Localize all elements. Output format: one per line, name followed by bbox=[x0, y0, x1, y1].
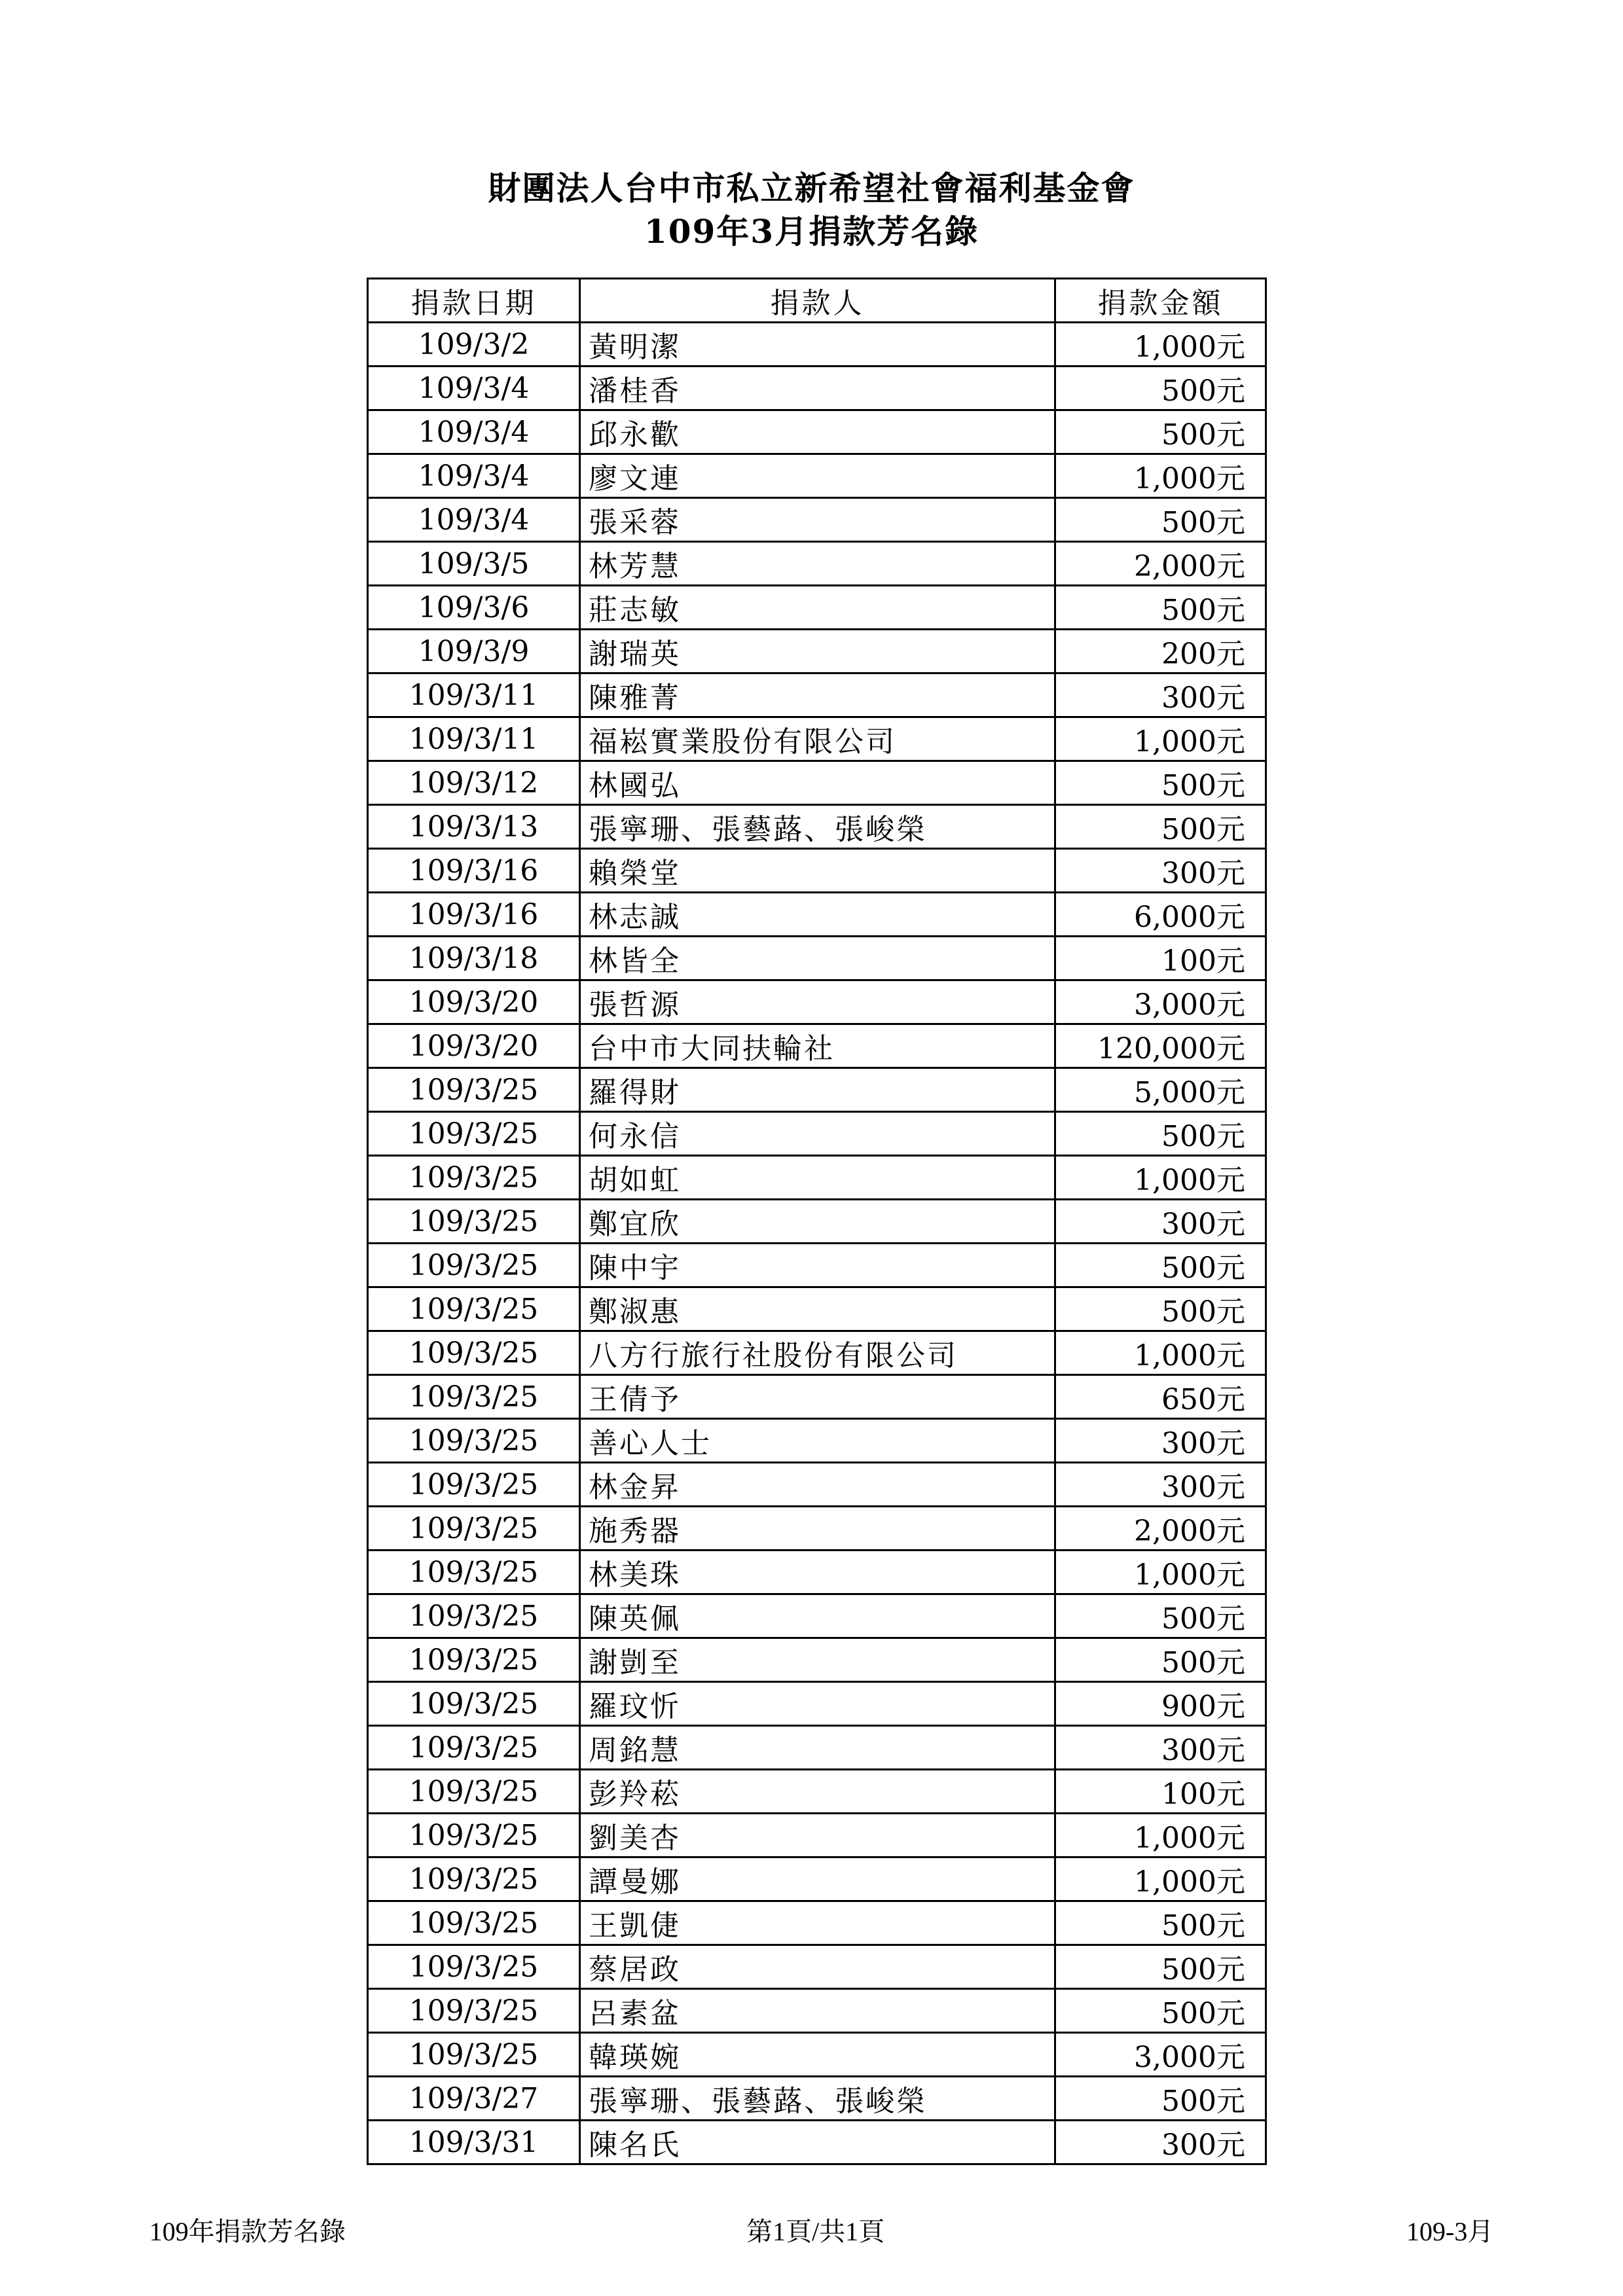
date-cell: 109/3/25 bbox=[368, 1945, 580, 1989]
date-cell: 109/3/5 bbox=[368, 542, 580, 586]
donor-cell: 莊志敏 bbox=[580, 586, 1055, 630]
table-row bbox=[368, 1244, 1266, 1287]
amount-cell: 300元 bbox=[1055, 1726, 1266, 1770]
date-cell: 109/3/25 bbox=[368, 1375, 580, 1419]
table-header-row bbox=[368, 279, 1266, 323]
donor-cell: 羅得財 bbox=[580, 1068, 1055, 1112]
amount-cell: 300元 bbox=[1055, 673, 1266, 717]
donor-cell: 林美珠 bbox=[580, 1551, 1055, 1594]
amount-cell: 200元 bbox=[1055, 630, 1266, 673]
date-cell: 109/3/13 bbox=[368, 805, 580, 849]
amount-cell: 1,000元 bbox=[1055, 454, 1266, 498]
date-cell: 109/3/25 bbox=[368, 1726, 580, 1770]
donor-cell: 蔡居政 bbox=[580, 1945, 1055, 1989]
amount-cell: 500元 bbox=[1055, 586, 1266, 630]
amount-cell: 100元 bbox=[1055, 1770, 1266, 1814]
amount-cell: 120,000元 bbox=[1055, 1024, 1266, 1068]
table-row bbox=[368, 1901, 1266, 1945]
amount-cell: 100元 bbox=[1055, 937, 1266, 980]
table-row bbox=[368, 1507, 1266, 1551]
amount-cell: 500元 bbox=[1055, 2077, 1266, 2121]
donor-cell: 謝剴至 bbox=[580, 1638, 1055, 1682]
donor-cell: 胡如虹 bbox=[580, 1156, 1055, 1200]
amount-cell: 900元 bbox=[1055, 1682, 1266, 1726]
amount-cell: 500元 bbox=[1055, 805, 1266, 849]
date-cell: 109/3/25 bbox=[368, 1507, 580, 1551]
table-row bbox=[368, 1331, 1266, 1375]
table-row bbox=[368, 717, 1266, 761]
table-row bbox=[368, 893, 1266, 937]
amount-cell: 500元 bbox=[1055, 410, 1266, 454]
donor-cell: 陳英佩 bbox=[580, 1594, 1055, 1638]
table-row bbox=[368, 2077, 1266, 2121]
table-row bbox=[368, 761, 1266, 805]
table-row bbox=[368, 1638, 1266, 1682]
date-cell: 109/3/25 bbox=[368, 1989, 580, 2033]
table-row bbox=[368, 1024, 1266, 1068]
donor-cell: 張哲源 bbox=[580, 980, 1055, 1024]
amount-cell: 300元 bbox=[1055, 1463, 1266, 1507]
date-cell: 109/3/12 bbox=[368, 761, 580, 805]
donor-cell: 廖文連 bbox=[580, 454, 1055, 498]
donor-cell: 林國弘 bbox=[580, 761, 1055, 805]
table-row bbox=[368, 1989, 1266, 2033]
donor-cell: 張寧珊、張藝蕗、張峻榮 bbox=[580, 805, 1055, 849]
donor-cell: 陳中宇 bbox=[580, 1244, 1055, 1287]
donor-cell: 羅玟忻 bbox=[580, 1682, 1055, 1726]
date-cell: 109/3/4 bbox=[368, 498, 580, 542]
donor-cell: 張寧珊、張藝蕗、張峻榮 bbox=[580, 2077, 1055, 2121]
table-row bbox=[368, 1726, 1266, 1770]
donor-cell: 黃明潔 bbox=[580, 323, 1055, 367]
amount-cell: 2,000元 bbox=[1055, 542, 1266, 586]
table-row bbox=[368, 1682, 1266, 1726]
donor-cell: 潘桂香 bbox=[580, 367, 1055, 410]
amount-cell: 500元 bbox=[1055, 1594, 1266, 1638]
amount-cell: 1,000元 bbox=[1055, 717, 1266, 761]
donor-cell: 彭羚菘 bbox=[580, 1770, 1055, 1814]
donor-cell: 王凱倢 bbox=[580, 1901, 1055, 1945]
date-cell: 109/3/25 bbox=[368, 1551, 580, 1594]
amount-cell: 5,000元 bbox=[1055, 1068, 1266, 1112]
table-row bbox=[368, 805, 1266, 849]
date-cell: 109/3/6 bbox=[368, 586, 580, 630]
date-cell: 109/3/25 bbox=[368, 1682, 580, 1726]
donor-cell: 林芳慧 bbox=[580, 542, 1055, 586]
donor-cell: 陳雅菁 bbox=[580, 673, 1055, 717]
amount-cell: 1,000元 bbox=[1055, 1551, 1266, 1594]
table-row bbox=[368, 542, 1266, 586]
table-row bbox=[368, 849, 1266, 893]
amount-cell: 500元 bbox=[1055, 1945, 1266, 1989]
donor-cell: 賴榮堂 bbox=[580, 849, 1055, 893]
footer-document-name: 109年捐款芳名錄 bbox=[149, 2217, 346, 2246]
amount-cell: 300元 bbox=[1055, 2121, 1266, 2164]
donor-cell: 謝瑞英 bbox=[580, 630, 1055, 673]
donor-cell: 陳名氏 bbox=[580, 2121, 1055, 2164]
date-cell: 109/3/4 bbox=[368, 454, 580, 498]
date-cell: 109/3/25 bbox=[368, 1287, 580, 1331]
table-row bbox=[368, 673, 1266, 717]
date-cell: 109/3/2 bbox=[368, 323, 580, 367]
table-row bbox=[368, 1770, 1266, 1814]
table-row bbox=[368, 586, 1266, 630]
date-cell: 109/3/27 bbox=[368, 2077, 580, 2121]
date-cell: 109/3/25 bbox=[368, 1244, 580, 1287]
table-row bbox=[368, 1200, 1266, 1244]
document-title: 財團法人台中市私立新希望社會福利基金會 bbox=[488, 169, 1135, 207]
document-subtitle: 109年3月捐款芳名錄 bbox=[644, 212, 979, 251]
date-cell: 109/3/25 bbox=[368, 2033, 580, 2077]
date-cell: 109/3/16 bbox=[368, 893, 580, 937]
date-cell: 109/3/25 bbox=[368, 1419, 580, 1463]
column-header-date: 捐款日期 bbox=[368, 279, 580, 323]
donor-cell: 譚曼娜 bbox=[580, 1857, 1055, 1901]
date-cell: 109/3/31 bbox=[368, 2121, 580, 2164]
table-row bbox=[368, 2121, 1266, 2164]
table-row bbox=[368, 2033, 1266, 2077]
date-cell: 109/3/25 bbox=[368, 1068, 580, 1112]
footer-period: 109-3月 bbox=[1406, 2217, 1494, 2246]
column-header-amount: 捐款金額 bbox=[1055, 279, 1266, 323]
donor-cell: 鄭宜欣 bbox=[580, 1200, 1055, 1244]
table-row bbox=[368, 980, 1266, 1024]
column-header-donor: 捐款人 bbox=[580, 279, 1055, 323]
amount-cell: 500元 bbox=[1055, 1638, 1266, 1682]
date-cell: 109/3/25 bbox=[368, 1901, 580, 1945]
amount-cell: 650元 bbox=[1055, 1375, 1266, 1419]
amount-cell: 500元 bbox=[1055, 498, 1266, 542]
table-row bbox=[368, 1594, 1266, 1638]
table-row bbox=[368, 323, 1266, 367]
amount-cell: 3,000元 bbox=[1055, 980, 1266, 1024]
amount-cell: 500元 bbox=[1055, 1287, 1266, 1331]
date-cell: 109/3/18 bbox=[368, 937, 580, 980]
date-cell: 109/3/20 bbox=[368, 1024, 580, 1068]
table-row bbox=[368, 1945, 1266, 1989]
date-cell: 109/3/4 bbox=[368, 367, 580, 410]
table-row bbox=[368, 937, 1266, 980]
table-row bbox=[368, 1375, 1266, 1419]
amount-cell: 300元 bbox=[1055, 849, 1266, 893]
table-row bbox=[368, 498, 1266, 542]
date-cell: 109/3/11 bbox=[368, 717, 580, 761]
date-cell: 109/3/25 bbox=[368, 1814, 580, 1857]
date-cell: 109/3/25 bbox=[368, 1156, 580, 1200]
date-cell: 109/3/25 bbox=[368, 1463, 580, 1507]
table-row bbox=[368, 1112, 1266, 1156]
table-row bbox=[368, 1463, 1266, 1507]
table-row bbox=[368, 1419, 1266, 1463]
table-body bbox=[368, 323, 1266, 2164]
donor-cell: 施秀器 bbox=[580, 1507, 1055, 1551]
donor-cell: 林金昇 bbox=[580, 1463, 1055, 1507]
amount-cell: 2,000元 bbox=[1055, 1507, 1266, 1551]
amount-cell: 500元 bbox=[1055, 1901, 1266, 1945]
amount-cell: 500元 bbox=[1055, 761, 1266, 805]
date-cell: 109/3/25 bbox=[368, 1857, 580, 1901]
amount-cell: 300元 bbox=[1055, 1419, 1266, 1463]
table-row bbox=[368, 1156, 1266, 1200]
donor-cell: 鄭淑惠 bbox=[580, 1287, 1055, 1331]
amount-cell: 6,000元 bbox=[1055, 893, 1266, 937]
date-cell: 109/3/25 bbox=[368, 1200, 580, 1244]
table-row bbox=[368, 1287, 1266, 1331]
date-cell: 109/3/20 bbox=[368, 980, 580, 1024]
donor-cell: 林皆全 bbox=[580, 937, 1055, 980]
donor-cell: 張采蓉 bbox=[580, 498, 1055, 542]
donor-cell: 福崧實業股份有限公司 bbox=[580, 717, 1055, 761]
amount-cell: 1,000元 bbox=[1055, 1156, 1266, 1200]
date-cell: 109/3/25 bbox=[368, 1112, 580, 1156]
donor-cell: 劉美杏 bbox=[580, 1814, 1055, 1857]
donor-cell: 善心人士 bbox=[580, 1419, 1055, 1463]
donation-table bbox=[367, 278, 1267, 2165]
table-row bbox=[368, 1857, 1266, 1901]
date-cell: 109/3/11 bbox=[368, 673, 580, 717]
date-cell: 109/3/4 bbox=[368, 410, 580, 454]
table-row bbox=[368, 454, 1266, 498]
date-cell: 109/3/9 bbox=[368, 630, 580, 673]
date-cell: 109/3/25 bbox=[368, 1638, 580, 1682]
donor-cell: 何永信 bbox=[580, 1112, 1055, 1156]
donor-cell: 王倩予 bbox=[580, 1375, 1055, 1419]
donor-cell: 林志誠 bbox=[580, 893, 1055, 937]
donor-cell: 八方行旅行社股份有限公司 bbox=[580, 1331, 1055, 1375]
donor-cell: 台中市大同扶輪社 bbox=[580, 1024, 1055, 1068]
table-row bbox=[368, 367, 1266, 410]
donor-cell: 周銘慧 bbox=[580, 1726, 1055, 1770]
donor-cell: 呂素盆 bbox=[580, 1989, 1055, 2033]
amount-cell: 1,000元 bbox=[1055, 323, 1266, 367]
table-row bbox=[368, 630, 1266, 673]
table-row bbox=[368, 1068, 1266, 1112]
table-row bbox=[368, 410, 1266, 454]
table-row bbox=[368, 1814, 1266, 1857]
donor-cell: 邱永歡 bbox=[580, 410, 1055, 454]
amount-cell: 1,000元 bbox=[1055, 1814, 1266, 1857]
footer-page-number: 第1頁/共1頁 bbox=[746, 2217, 885, 2246]
date-cell: 109/3/25 bbox=[368, 1770, 580, 1814]
date-cell: 109/3/25 bbox=[368, 1594, 580, 1638]
table-row bbox=[368, 1551, 1266, 1594]
donor-cell: 韓瑛婉 bbox=[580, 2033, 1055, 2077]
date-cell: 109/3/16 bbox=[368, 849, 580, 893]
date-cell: 109/3/25 bbox=[368, 1331, 580, 1375]
amount-cell: 300元 bbox=[1055, 1200, 1266, 1244]
amount-cell: 500元 bbox=[1055, 367, 1266, 410]
amount-cell: 500元 bbox=[1055, 1989, 1266, 2033]
amount-cell: 500元 bbox=[1055, 1244, 1266, 1287]
amount-cell: 500元 bbox=[1055, 1112, 1266, 1156]
amount-cell: 3,000元 bbox=[1055, 2033, 1266, 2077]
amount-cell: 1,000元 bbox=[1055, 1857, 1266, 1901]
amount-cell: 1,000元 bbox=[1055, 1331, 1266, 1375]
document-header bbox=[0, 167, 1623, 253]
